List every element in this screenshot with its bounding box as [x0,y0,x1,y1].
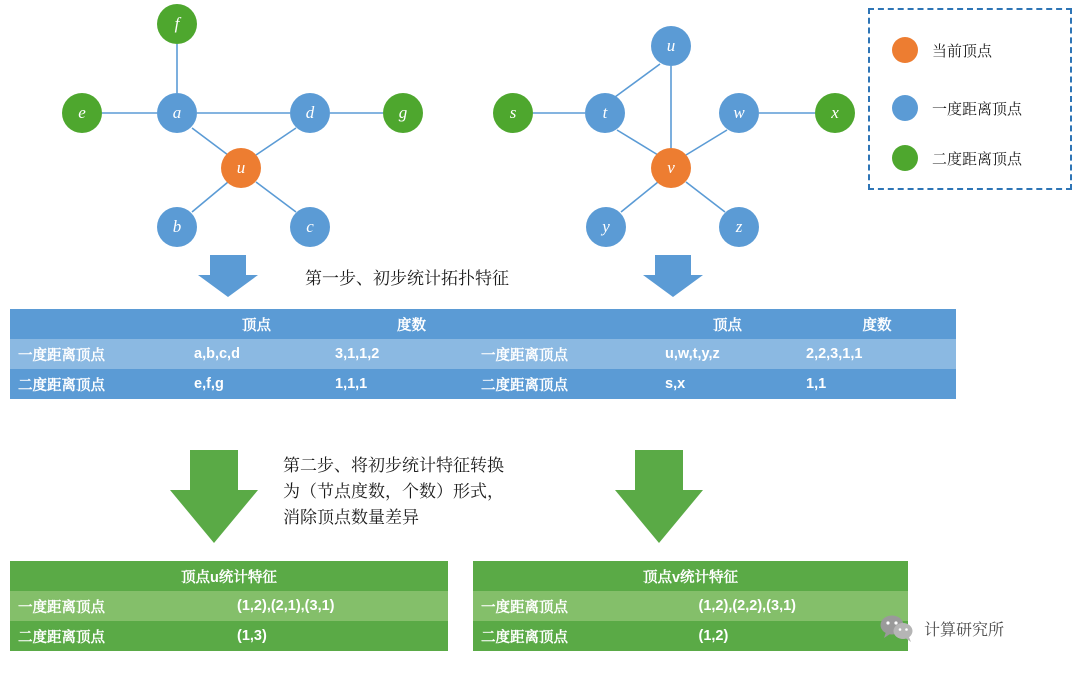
table-cell: e,f,g [186,369,327,399]
table-cell: 一度距离顶点 [473,339,657,369]
table-cell: 度数 [798,309,956,339]
graph-node-w[interactable]: w [719,93,759,133]
table-row [10,591,448,621]
table-cell: 二度距离顶点 [473,621,691,651]
watermark-text: 计算研究所 [924,621,1005,639]
table-row [473,621,908,651]
table-cell: 2,2,3,1,1 [798,339,956,369]
table-cell: 度数 [327,309,496,339]
graph-node-f[interactable]: f [157,4,197,44]
table-cell: 一度距离顶点 [10,591,229,621]
table-cell: 一度距离顶点 [10,339,186,369]
table-row [10,621,448,651]
table-cell: 二度距离顶点 [473,369,657,399]
table-cell: 顶点v统计特征 [473,561,908,591]
graph-node-v[interactable]: v [651,148,691,188]
table-cell: a,b,c,d [186,339,327,369]
table-cell: 顶点 [186,309,327,339]
watermark [880,614,1004,642]
table-cell: s,x [657,369,798,399]
table-row [473,561,908,591]
graph-node-b[interactable]: b [157,207,197,247]
legend-label-second-degree: 二度距离顶点 [932,150,1023,168]
step2-line-2: 为（节点度数，个数）形式， [283,482,504,501]
graph-node-e[interactable]: e [62,93,102,133]
down-arrow-icon-right-2 [615,450,703,543]
legend-label-current: 当前顶点 [932,42,993,60]
graph-node-c[interactable]: c [290,207,330,247]
table-cell: (1,2),(2,1),(3,1) [229,591,448,621]
table-right-bottom [473,561,908,651]
table-cell: 二度距离顶点 [10,621,229,651]
graph-node-s[interactable]: s [493,93,533,133]
graph-node-g[interactable]: g [383,93,423,133]
table-cell: (1,2),(2,2),(3,1) [691,591,909,621]
table-cell: (1,2) [691,621,909,651]
table-cell: 1,1 [798,369,956,399]
graph-node-u-right[interactable]: u [651,26,691,66]
step1-text: 第一步、初步统计拓扑特征 [305,269,509,288]
step2-line-3: 消除顶点数量差异 [283,508,419,527]
down-arrow-icon-left-2 [170,450,258,543]
legend-label-first-degree: 一度距离顶点 [932,100,1023,118]
table-cell: 1,1,1 [327,369,496,399]
table-cell: (1,3) [229,621,448,651]
graph-node-d[interactable]: d [290,93,330,133]
graph-node-a[interactable]: a [157,93,197,133]
table-cell: 顶点u统计特征 [10,561,448,591]
table-cell: u,w,t,y,z [657,339,798,369]
table-cell: 一度距离顶点 [473,591,691,621]
table-row [473,591,908,621]
table-cell: 3,1,1,2 [327,339,496,369]
graph-node-u-left[interactable]: u [221,148,261,188]
graph-node-z[interactable]: z [719,207,759,247]
step2-text [283,453,504,531]
graph-node-x[interactable]: x [815,93,855,133]
graph-node-t[interactable]: t [585,93,625,133]
step2-line-1: 第二步、将初步统计特征转换 [283,456,504,475]
wechat-icon [880,614,914,642]
table-row [10,561,448,591]
graph-node-y[interactable]: y [586,207,626,247]
table-left-bottom [10,561,448,651]
table-cell: 顶点 [657,309,798,339]
table-cell: 二度距离顶点 [10,369,186,399]
